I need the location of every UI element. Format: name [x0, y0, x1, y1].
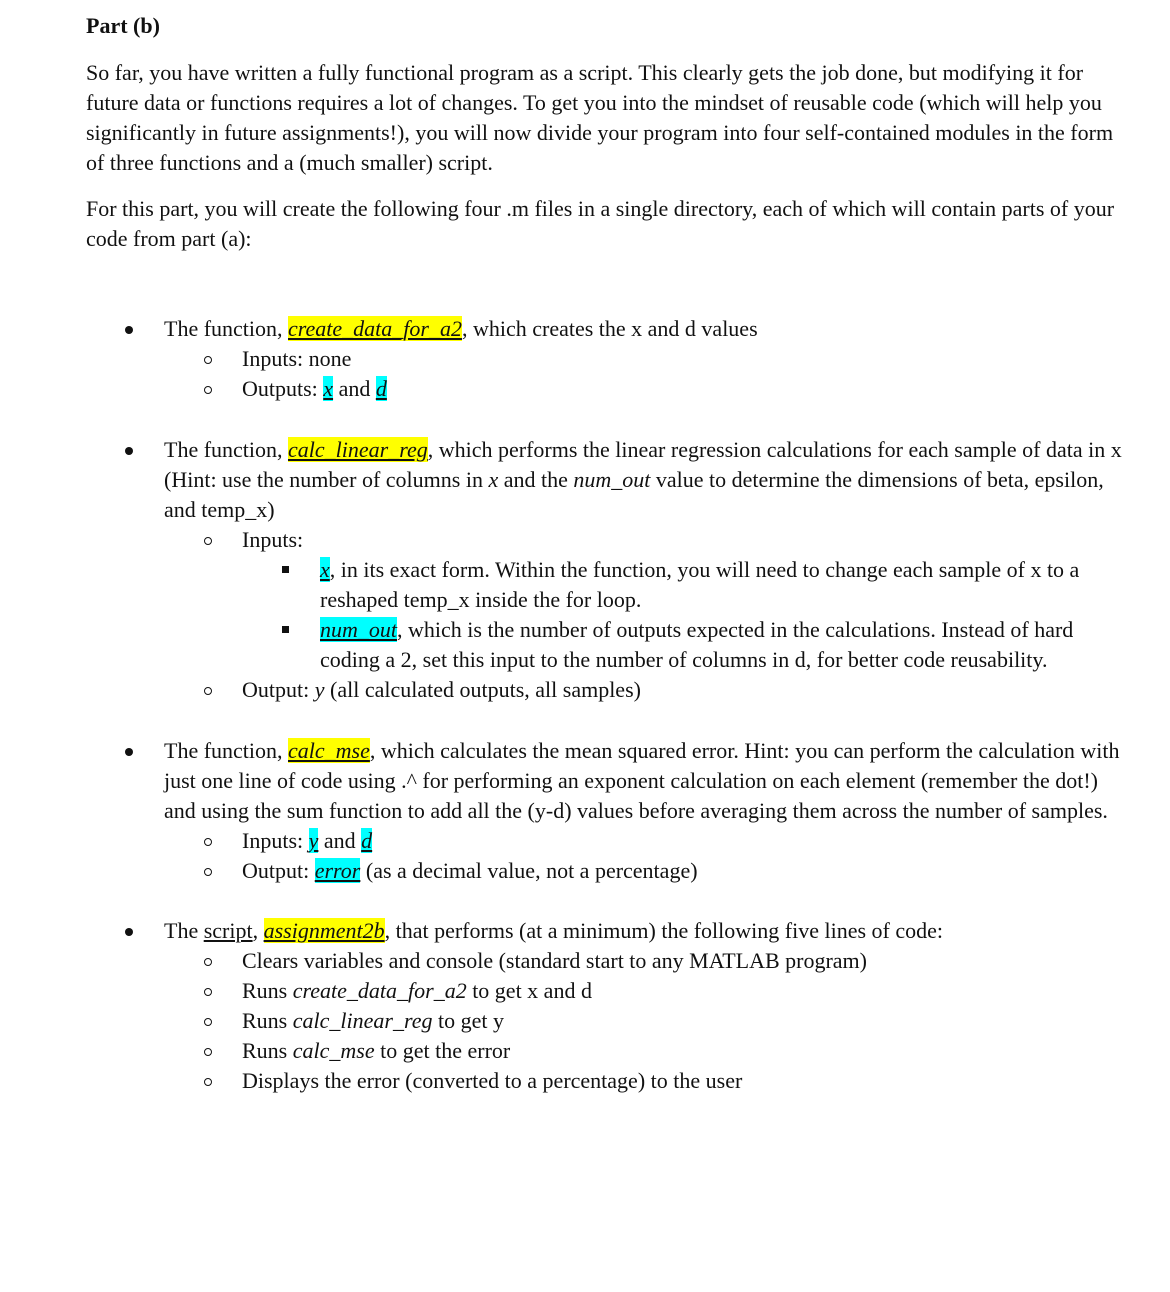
sub-item-run-create: [164, 976, 1126, 1006]
list-item-create-data: [86, 314, 1126, 404]
text: Output:: [242, 858, 315, 883]
text: Runs: [242, 978, 293, 1003]
var-d: d: [361, 828, 373, 853]
sub-sub-list: [242, 555, 1126, 675]
document-page: [86, 12, 1126, 1096]
script-word: script: [203, 918, 253, 943]
sub-item-inputs: [164, 525, 1126, 675]
sub-list: [164, 826, 1126, 886]
text: value to determine the dimensions of beta, epsilon, and temp_x): [164, 467, 1104, 522]
sub-list: [164, 525, 1126, 705]
var-x: x: [323, 376, 334, 401]
text: and: [333, 376, 376, 401]
text: to get x and d: [466, 978, 592, 1003]
text: to get y: [432, 1008, 504, 1033]
function-ref-create-data: create_data_for_a2: [292, 978, 467, 1003]
text: (as a decimal value, not a percentage): [360, 858, 698, 883]
sub-item-output: [164, 856, 1126, 886]
text: , which is the number of outputs expected in the calculations. Instead of hard coding a 2, set this input to the number of columns in d, for better code reusability.: [320, 617, 1074, 672]
sub-list: [164, 946, 1126, 1096]
text: (all calculated outputs, all samples): [324, 677, 641, 702]
sub-list: [164, 344, 1126, 404]
text: The: [164, 918, 204, 943]
text: Inputs:: [242, 527, 304, 552]
text: Inputs: none: [242, 346, 352, 371]
text: Outputs:: [242, 376, 324, 401]
text: , that performs (at a minimum) the following five lines of code:: [384, 918, 944, 943]
function-ref-linear-reg: calc_linear_reg: [292, 1008, 433, 1033]
text: , in its exact form. Within the function, you will need to change each sample of x to a reshaped temp_x inside the for loop.: [320, 557, 1080, 612]
intro-paragraph-2: For this part, you will create the following four .m files in a single directory, each of which will contain parts of your code from part (a):: [86, 196, 1115, 251]
list-item-script: [86, 916, 1126, 1096]
sub-item-outputs: [164, 374, 1126, 404]
text: Inputs:: [242, 828, 309, 853]
text: and: [318, 828, 362, 853]
text: Runs: [242, 1038, 293, 1063]
section-heading: Part (b): [86, 13, 160, 38]
var-d: d: [375, 376, 387, 401]
text: Runs: [242, 1008, 293, 1033]
text: Clears variables and console (standard start to any MATLAB program): [242, 948, 867, 973]
text: Displays the error (converted to a percentage) to the user: [242, 1068, 743, 1093]
script-name-assignment2b: assignment2b: [263, 918, 385, 943]
function-name-linear-reg: calc_linear_reg: [288, 437, 428, 462]
sub-item-inputs: [164, 826, 1126, 856]
sub-item-run-linear-reg: [164, 1006, 1126, 1036]
text: , which creates the x and d values: [461, 316, 758, 341]
var-y: y: [308, 828, 319, 853]
sub-sub-item-num-out: [242, 615, 1126, 675]
var-x: x: [320, 557, 330, 582]
text: , which performs the linear regression calculations for each sample of data in x (Hint: use the number of columns in: [164, 437, 1122, 492]
var-x-italic: x: [488, 467, 499, 492]
sub-item-display-error: [164, 1066, 1126, 1096]
intro-paragraph-1: So far, you have written a fully functional program as a script. This clearly gets the job done, but modifying it for future data or functions requires a lot of changes. To get you into the mindset of reusable code (which will help you significantly in future assignments!), you will now divide your program into four self-contained modules in the form of three functions and a (much smaller) script.: [86, 60, 1114, 175]
var-num-out: num_out: [320, 617, 397, 642]
text: to get the error: [374, 1038, 511, 1063]
text: The function,: [164, 316, 289, 341]
var-error: error: [314, 858, 361, 883]
function-name-mse: calc_mse: [288, 738, 370, 763]
function-name-create-data: create_data_for_a2: [288, 316, 462, 341]
list-item-linear-reg: [86, 435, 1126, 705]
sub-item-clears: [164, 946, 1126, 976]
sub-item-run-mse: [164, 1036, 1126, 1066]
sub-sub-item-x: [242, 555, 1126, 615]
text: , which calculates the mean squared error. Hint: you can perform the calculation with just one line of code using .^ for performing an exponent calculation on each element (remember the dot!) and using the sum function to add all the (y-d) values before averaging them across the number of samples.: [164, 738, 1120, 823]
module-list: [86, 314, 1126, 1096]
text: and the: [498, 467, 574, 492]
text: Output:: [242, 677, 315, 702]
sub-item-inputs: [164, 344, 1126, 374]
function-ref-mse: calc_mse: [292, 1038, 375, 1063]
text: The function,: [164, 738, 289, 763]
text: The function,: [164, 437, 289, 462]
list-item-mse: [86, 736, 1126, 886]
var-y-italic: y: [314, 677, 325, 702]
var-num-out-italic: num_out: [573, 467, 651, 492]
text: ,: [252, 918, 264, 943]
sub-item-output: [164, 675, 1126, 705]
